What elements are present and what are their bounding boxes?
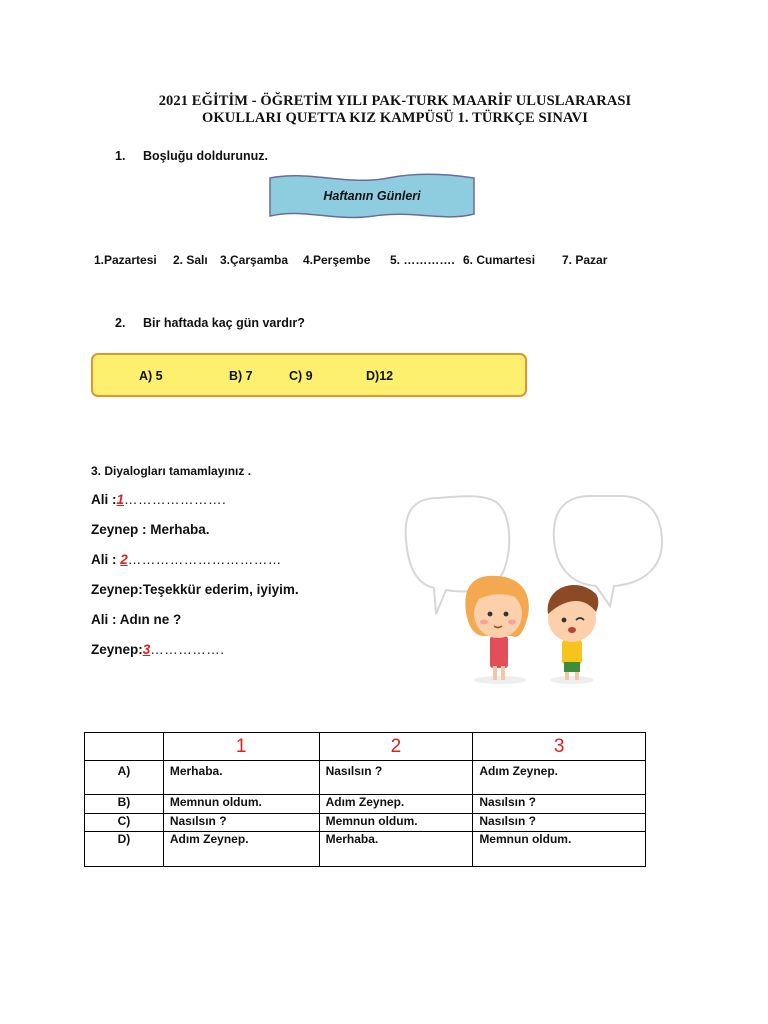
exam-title-line1: 2021 EĞİTİM - ÖĞRETİM YILI PAK-TURK MAARİF ULUSLARARASI <box>158 93 632 109</box>
day-item: 7. Pazar <box>562 253 608 267</box>
children-illustration <box>400 490 670 690</box>
dialog-speaker: Ali : <box>91 492 117 507</box>
blank-marker: 1 <box>116 492 125 507</box>
option-d[interactable]: D)12 <box>366 369 394 383</box>
option-c[interactable]: C) 9 <box>289 369 313 383</box>
table-cell: Merhaba. <box>319 832 473 867</box>
table-cell: Nasılsın ? <box>163 814 319 832</box>
question-2-text: Bir haftada kaç gün vardır? <box>143 316 305 330</box>
answer-grid <box>84 732 646 867</box>
table-row[interactable] <box>85 832 646 867</box>
row-label: C) <box>85 814 164 832</box>
day-item: 2. Salı <box>173 253 208 267</box>
children-speech-icon <box>400 490 670 690</box>
question-3: 3. Diyalogları tamamlayınız . <box>91 464 252 478</box>
header-cell <box>85 733 164 761</box>
question-1 <box>115 149 268 163</box>
dialog-line-5 <box>91 612 181 627</box>
dialog-line-6 <box>91 642 225 657</box>
dialog-line-3 <box>91 552 282 567</box>
table-row[interactable] <box>85 814 646 832</box>
question-2-options-box <box>91 353 527 397</box>
blank-dots[interactable]: …………………………… <box>127 552 282 567</box>
answer-grid-header <box>85 733 646 761</box>
table-row[interactable] <box>85 761 646 795</box>
dialog-line-1 <box>91 492 226 507</box>
dialog-speaker: Zeynep : Merhaba. <box>91 522 210 537</box>
header-cell: 1 <box>163 733 319 761</box>
table-row[interactable] <box>85 795 646 814</box>
row-label: A) <box>85 761 164 795</box>
table-cell: Merhaba. <box>163 761 319 795</box>
dialog-line-2 <box>91 522 210 537</box>
table-cell: Nasılsın ? <box>473 795 646 814</box>
day-item: 1.Pazartesi <box>94 253 157 267</box>
table-cell: Memnun oldum. <box>473 832 646 867</box>
table-cell: Memnun oldum. <box>163 795 319 814</box>
day-blank[interactable]: 5. …………. <box>390 253 455 267</box>
exam-title-line2: OKULLARI QUETTA KIZ KAMPÜSÜ 1. TÜRKÇE SINAVI <box>202 110 588 126</box>
days-row <box>0 253 768 269</box>
day-item: 4.Perşembe <box>303 253 371 267</box>
dialog-line-4 <box>91 582 299 597</box>
option-b[interactable]: B) 7 <box>229 369 253 383</box>
week-days-banner <box>268 172 476 220</box>
dialog-speaker: Zeynep:Teşekkür ederim, iyiyim. <box>91 582 299 597</box>
row-label: B) <box>85 795 164 814</box>
header-cell: 3 <box>473 733 646 761</box>
header-cell: 2 <box>319 733 473 761</box>
blank-marker: 2 <box>120 552 128 567</box>
row-label: D) <box>85 832 164 867</box>
banner-label: Haftanın Günleri <box>323 189 421 203</box>
dialog-speaker: Zeynep: <box>91 642 143 657</box>
question-2 <box>115 316 305 330</box>
blank-marker: 3 <box>142 642 151 657</box>
dialog-speaker: Ali : Adın ne ? <box>91 612 182 627</box>
day-item: 6. Cumartesi <box>463 253 536 267</box>
table-cell: Adım Zeynep. <box>473 761 646 795</box>
table-cell: Memnun oldum. <box>319 814 473 832</box>
table-cell: Nasılsın ? <box>473 814 646 832</box>
table-cell: Adım Zeynep. <box>319 795 473 814</box>
day-item: 3.Çarşamba <box>220 253 289 267</box>
table-cell: Adım Zeynep. <box>163 832 319 867</box>
exam-title <box>90 93 700 127</box>
question-1-number: 1. <box>115 149 126 163</box>
option-a[interactable]: A) 5 <box>139 369 163 383</box>
question-2-number: 2. <box>115 316 126 330</box>
question-1-text: Boşluğu doldurunuz. <box>143 149 268 163</box>
blank-dots[interactable]: …………………. <box>124 492 227 507</box>
blank-dots[interactable]: ……………. <box>150 642 225 657</box>
dialog-speaker: Ali : <box>91 552 121 567</box>
table-cell: Nasılsın ? <box>319 761 473 795</box>
